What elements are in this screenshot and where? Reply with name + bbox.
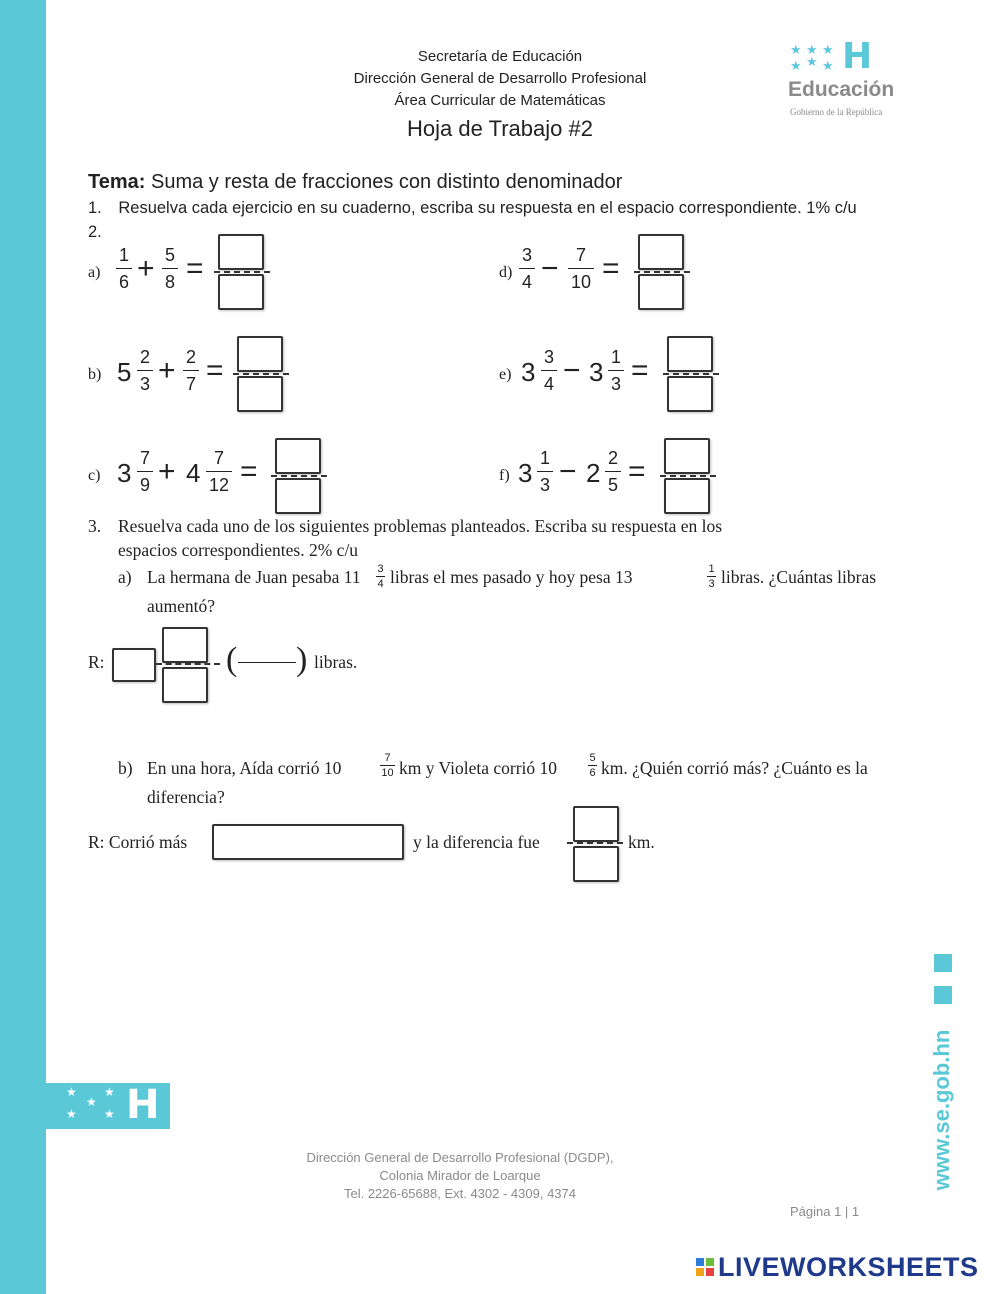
fraction <box>605 447 621 496</box>
equals-sign: = <box>240 455 258 488</box>
star-icon: ★ <box>104 1085 115 1099</box>
denominator: 3 <box>610 374 621 394</box>
numerator: 1 <box>118 245 129 265</box>
fraction-bar <box>376 576 385 577</box>
instruction-1-number: 1. <box>88 199 102 217</box>
topic-label: Tema: <box>88 171 146 193</box>
star-icon: ★ <box>806 54 818 69</box>
equals-sign: = <box>631 354 649 387</box>
whole-number: 2 <box>586 458 601 488</box>
fraction <box>519 244 535 293</box>
fraction-bar <box>568 268 594 269</box>
problem-b-text-4: diferencia? <box>147 787 225 807</box>
answer-numerator-box[interactable] <box>664 438 710 474</box>
problem-b-label: b) <box>118 758 133 778</box>
fraction-bar <box>541 370 557 371</box>
exercise-f-label: f) <box>499 467 510 484</box>
star-icon: ★ <box>822 58 834 73</box>
mixed-fraction <box>588 752 597 779</box>
numerator: 3 <box>521 245 532 265</box>
answer-numerator-box[interactable] <box>218 234 264 270</box>
answer-numerator-box[interactable] <box>573 806 619 842</box>
numerator: 7 <box>384 752 391 764</box>
star-icon: ★ <box>104 1107 115 1121</box>
logo-square <box>696 1268 704 1276</box>
parenthesis-blank-line <box>238 662 296 663</box>
denominator: 3 <box>708 578 715 590</box>
logo-square <box>706 1268 714 1276</box>
fraction <box>162 244 178 293</box>
fraction-bar <box>380 765 395 766</box>
exercise-b-label: b) <box>88 366 102 383</box>
fraction-bar <box>183 370 199 371</box>
fraction <box>608 346 624 395</box>
problems-intro-line-2: espacios correspondientes. 2% c/u <box>118 540 359 560</box>
fraction <box>183 346 199 395</box>
fraction <box>116 244 132 293</box>
answer-numerator-box[interactable] <box>638 234 684 270</box>
fraction-bar <box>588 765 597 766</box>
logo-h-letter: H <box>842 36 873 77</box>
header-line-3: Área Curricular de Matemáticas <box>394 92 606 109</box>
denominator: 10 <box>570 272 592 292</box>
answer-b-unit: km. <box>628 832 655 852</box>
denominator: 3 <box>139 374 150 394</box>
denominator: 10 <box>381 767 394 779</box>
problem-b-text-3: km. ¿Quién corrió más? ¿Cuánto es la <box>601 758 868 778</box>
numerator: 1 <box>610 347 621 367</box>
left-accent-bar <box>0 0 46 1294</box>
answer-b-mid: y la diferencia fue <box>413 832 540 852</box>
header-line-2: Dirección General de Desarrollo Profesional <box>353 70 647 87</box>
mixed-fraction <box>380 752 395 779</box>
answer-fraction-line <box>156 663 220 665</box>
exercise-e-label: e) <box>499 366 512 383</box>
fraction <box>137 346 153 395</box>
star-icon: ★ <box>790 42 802 57</box>
educacion-logo <box>788 36 928 120</box>
star-icon: ★ <box>66 1085 77 1099</box>
exercise-c-label: c) <box>88 467 101 484</box>
h-logo-icon: H <box>126 1082 160 1128</box>
answer-denominator-box[interactable] <box>237 376 283 412</box>
whole-number: 4 <box>186 458 201 488</box>
instruction-1-text: Resuelva cada ejercicio en su cuaderno, escriba su respuesta en el espacio correspondiente. 1% c/u <box>118 199 857 217</box>
denominator: 4 <box>543 374 554 394</box>
numerator: 1 <box>539 448 550 468</box>
star-icon: ★ <box>822 42 834 57</box>
liveworksheets-brand[interactable]: LIVEWORKSHEETS <box>718 1252 979 1282</box>
answer-fraction-line <box>634 271 690 273</box>
logo-square <box>706 1258 714 1266</box>
answer-denominator-box[interactable] <box>667 376 713 412</box>
problem-b-text-2: km y Violeta corrió 10 <box>399 758 558 778</box>
answer-a-unit: libras. <box>314 652 358 672</box>
whole-number: 3 <box>518 458 533 488</box>
website-url[interactable]: www.se.gob.hn <box>929 1029 954 1191</box>
answer-a-prefix: R: <box>88 652 105 672</box>
mixed-fraction <box>707 563 716 590</box>
footer-line-2: Colonia Mirador de Loarque <box>379 1168 541 1183</box>
operator: + <box>158 354 176 387</box>
denominator: 8 <box>164 272 175 292</box>
problem-a-text-1: La hermana de Juan pesaba 11 <box>147 567 361 587</box>
fraction-bar <box>206 471 232 472</box>
equals-sign: = <box>628 455 646 488</box>
footer-line-1: Dirección General de Desarrollo Profesional (DGDP), <box>306 1150 614 1165</box>
equals-sign: = <box>186 252 204 285</box>
operator: + <box>137 252 155 285</box>
fraction-bar <box>162 268 178 269</box>
operator: + <box>158 455 176 488</box>
answer-numerator-box[interactable] <box>162 627 208 663</box>
fraction-bar <box>137 471 153 472</box>
numerator: 2 <box>607 448 618 468</box>
numerator: 3 <box>543 347 554 367</box>
numerator: 7 <box>213 448 224 468</box>
logo-name: Educación <box>788 78 895 101</box>
problem-a-text-3: libras. ¿Cuántas libras <box>721 567 877 587</box>
whole-number: 3 <box>589 357 604 387</box>
page-title: Hoja de Trabajo #2 <box>407 116 593 141</box>
denominator: 6 <box>589 767 596 779</box>
numerator: 5 <box>589 752 596 764</box>
logo-subtitle: Gobierno de la República <box>790 107 883 117</box>
operator: − <box>559 455 577 488</box>
whole-number: 3 <box>521 357 536 387</box>
answer-fraction-line <box>567 842 623 844</box>
liveworksheets-icon <box>696 1258 716 1282</box>
fraction <box>541 346 557 395</box>
close-parenthesis: ) <box>296 641 308 678</box>
answer-denominator-box[interactable] <box>218 274 264 310</box>
problems-intro-line-1: Resuelva cada uno de los siguientes problemas planteados. Escriba su respuesta en los <box>118 516 723 536</box>
numerator: 5 <box>164 245 175 265</box>
page-number: Página 1 | 1 <box>790 1204 860 1219</box>
fraction-bar <box>707 576 716 577</box>
answer-denominator-box[interactable] <box>275 478 321 514</box>
answer-denominator-box[interactable] <box>638 274 684 310</box>
decorative-square <box>934 954 952 972</box>
fraction <box>568 244 594 293</box>
whole-number: 3 <box>117 458 132 488</box>
answer-denominator-box[interactable] <box>162 667 208 703</box>
footer-line-3: Tel. 2226-65688, Ext. 4302 - 4309, 4374 <box>343 1186 576 1201</box>
answer-numerator-box[interactable] <box>667 336 713 372</box>
denominator: 9 <box>139 475 150 495</box>
answer-denominator-box[interactable] <box>573 846 619 882</box>
fraction <box>137 447 153 496</box>
equals-sign: = <box>206 354 224 387</box>
answer-fraction-line <box>660 475 716 477</box>
denominator: 5 <box>607 475 618 495</box>
denominator: 6 <box>118 272 129 292</box>
fraction <box>206 447 232 496</box>
answer-fraction-line <box>214 271 270 273</box>
answer-whole-box[interactable] <box>112 648 156 682</box>
star-icon: ★ <box>806 42 818 57</box>
star-icon: ★ <box>66 1107 77 1121</box>
star-icon: ★ <box>86 1095 97 1109</box>
topic-text: Suma y resta de fracciones con distinto denominador <box>150 171 623 193</box>
topic-line <box>88 171 622 194</box>
footer-h-banner <box>46 1083 170 1129</box>
answer-fraction-line <box>233 373 289 375</box>
answer-fraction-line <box>663 373 719 375</box>
exercise-a-label: a) <box>88 264 101 281</box>
problem-a-text-4: aumentó? <box>147 596 216 616</box>
problem-a-label: a) <box>118 567 132 587</box>
answer-fraction-line <box>271 475 327 477</box>
fraction-bar <box>519 268 535 269</box>
whole-number: 5 <box>117 357 132 387</box>
answer-numerator-box[interactable] <box>275 438 321 474</box>
numerator: 2 <box>139 347 150 367</box>
denominator: 4 <box>521 272 532 292</box>
equals-sign: = <box>602 252 620 285</box>
fraction-bar <box>608 370 624 371</box>
fraction-bar <box>605 471 621 472</box>
numerator: 7 <box>575 245 586 265</box>
answer-denominator-box[interactable] <box>664 478 710 514</box>
denominator: 3 <box>539 475 550 495</box>
problem-b-text-1: En una hora, Aída corrió 10 <box>147 758 342 778</box>
fraction-bar <box>537 471 553 472</box>
fraction-bar <box>137 370 153 371</box>
answer-name-box[interactable] <box>212 824 404 860</box>
mixed-fraction <box>376 563 385 590</box>
problem-a-text-2: libras el mes pasado y hoy pesa 13 <box>390 567 633 587</box>
answer-b-prefix: R: Corrió más <box>88 832 188 852</box>
exercise-d-label: d) <box>499 264 513 281</box>
numerator: 7 <box>139 448 150 468</box>
numerator: 2 <box>185 347 196 367</box>
answer-numerator-box[interactable] <box>237 336 283 372</box>
instruction-2-number: 2. <box>88 223 102 241</box>
operator: − <box>541 252 559 285</box>
numerator: 3 <box>377 563 384 575</box>
problems-intro-number: 3. <box>88 516 102 536</box>
logo-square <box>696 1258 704 1266</box>
operator: − <box>563 354 581 387</box>
denominator: 12 <box>208 475 230 495</box>
numerator: 1 <box>708 563 715 575</box>
header-line-1: Secretaría de Educación <box>417 48 583 65</box>
denominator: 7 <box>185 374 196 394</box>
denominator: 4 <box>377 578 384 590</box>
open-parenthesis: ( <box>226 641 238 678</box>
fraction <box>537 447 553 496</box>
fraction-bar <box>116 268 132 269</box>
instruction-1 <box>88 199 857 218</box>
star-icon: ★ <box>790 58 802 73</box>
